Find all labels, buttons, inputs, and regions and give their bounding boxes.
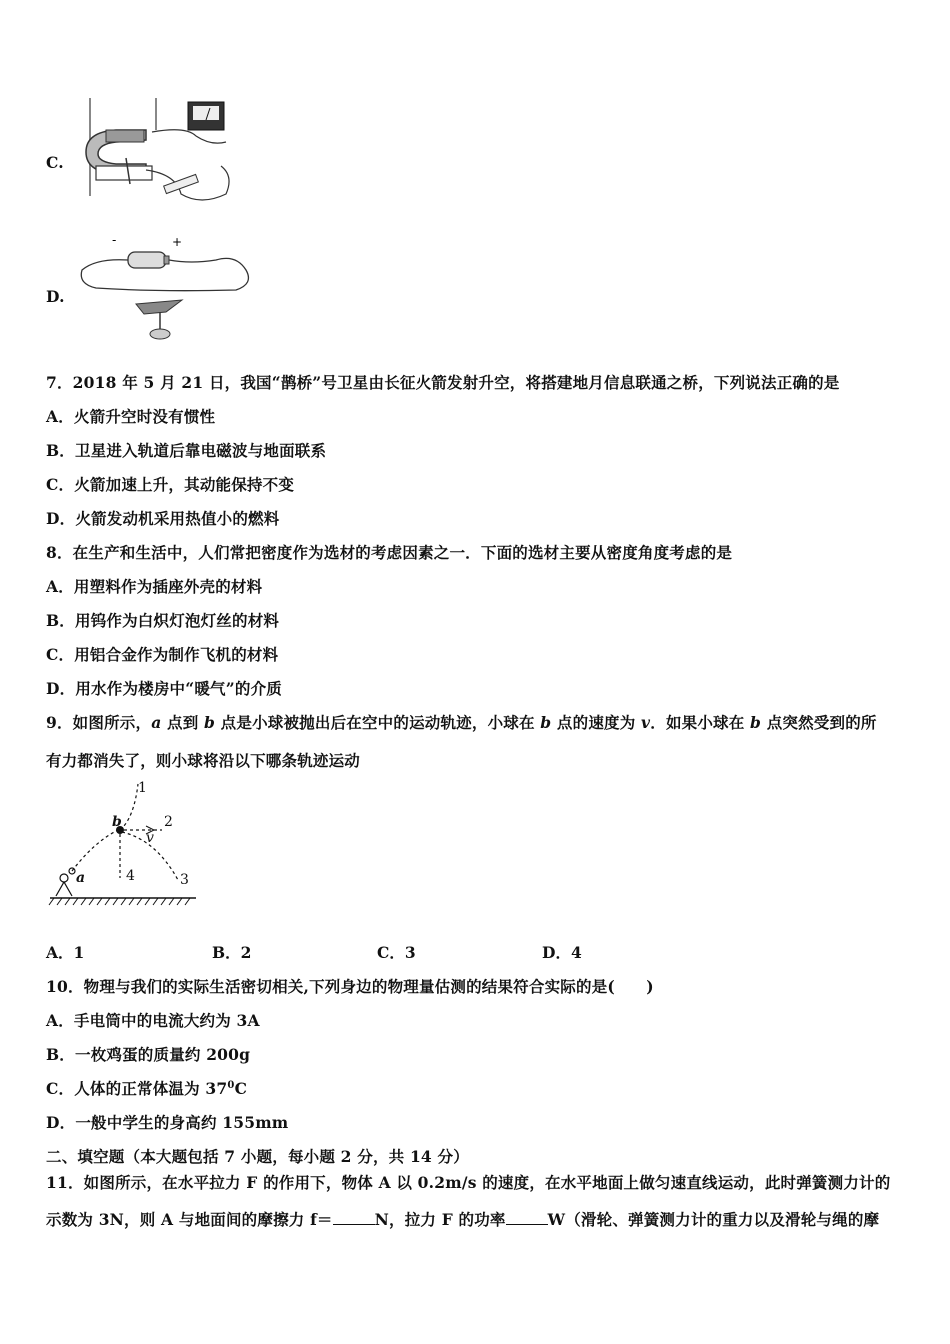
section-2-title: 二、填空题（本大题包括 7 小题，每小题 2 分，共 14 分） (46, 1147, 469, 1166)
q7-option-c: C．火箭加速上升，其动能保持不变 (46, 475, 295, 494)
point-b-label: b (112, 814, 122, 830)
q10-option-a: A．手电筒中的电流大约为 3A (46, 1011, 260, 1030)
q10-option-b: B．一枚鸡蛋的质量约 200g (46, 1045, 251, 1064)
q10-option-d: D．一般中学生的身高约 155mm (46, 1113, 289, 1132)
q9-option-a: A．1 (46, 943, 85, 962)
option-d-label: D. (46, 287, 65, 306)
path-label-3: 3 (180, 872, 189, 888)
q9-option-b: B．2 (212, 943, 252, 962)
q8-option-b: B．用钨作为白炽灯泡灯丝的材料 (46, 611, 280, 630)
q9-option-d: D．4 (542, 943, 582, 962)
path-label-1: 1 (138, 780, 147, 796)
q7-option-a: A．火箭升空时没有惯性 (46, 407, 216, 426)
point-a-label: a (76, 870, 86, 886)
blank-friction[interactable] (333, 1210, 375, 1225)
q7-option-b: B．卫星进入轨道后靠电磁波与地面联系 (46, 441, 327, 460)
path-label-4: 4 (126, 868, 135, 884)
q9-stem-line1: 9．如图所示，a 点到 b 点是小球被抛出后在空中的运动轨迹，小球在 b 点的速度为 v．如果小球在 b 点突然受到的所 (46, 713, 877, 732)
q8-stem: 8．在生产和生活中，人们常把密度作为选材的考虑因素之一．下面的选材主要从密度角度考虑的是 (46, 543, 733, 562)
q11-line1: 11．如图所示，在水平拉力 F 的作用下，物体 A 以 0.2m/s 的速度，在水平地面上做匀速直线运动，此时弹簧测力计的 (46, 1173, 891, 1192)
figure-c-galvanometer (76, 96, 236, 206)
q8-option-c: C．用铝合金作为制作飞机的材料 (46, 645, 279, 664)
q8-option-a: A．用塑料作为插座外壳的材料 (46, 577, 263, 596)
q9-stem-line2: 有力都消失了，则小球将沿以下哪条轨迹运动 (46, 751, 361, 770)
minus-sign: - (112, 233, 117, 247)
q9-option-c: C．3 (377, 943, 416, 962)
q7-option-d: D．火箭发动机采用热值小的燃料 (46, 509, 280, 528)
velocity-label: v (146, 830, 154, 846)
option-c-label: C. (46, 153, 64, 172)
figure-d-compass (76, 232, 256, 344)
q10-stem: 10．物理与我们的实际生活密切相关,下列身边的物理量估测的结果符合实际的是( ) (46, 977, 654, 996)
path-label-2: 2 (164, 814, 173, 830)
q8-option-d: D．用水作为楼房中“暖气”的介质 (46, 679, 282, 698)
q10-option-c: C．人体的正常体温为 $37^0C$ (46, 1079, 248, 1098)
figure-q9-trajectory (46, 778, 206, 908)
blank-power[interactable] (506, 1210, 548, 1225)
q11-line2: 示数为 3N，则 A 与地面间的摩擦力 f＝ N，拉力 F 的功率 W（滑轮、弹簧测力计的重力以及滑轮与绳的摩 (46, 1210, 880, 1229)
q7-stem: 7．2018 年 5 月 21 日，我国“鹊桥”号卫星由长征火箭发射升空，将搭建地月信息联通之桥，下列说法正确的是 (46, 373, 840, 392)
plus-sign: + (172, 235, 183, 249)
